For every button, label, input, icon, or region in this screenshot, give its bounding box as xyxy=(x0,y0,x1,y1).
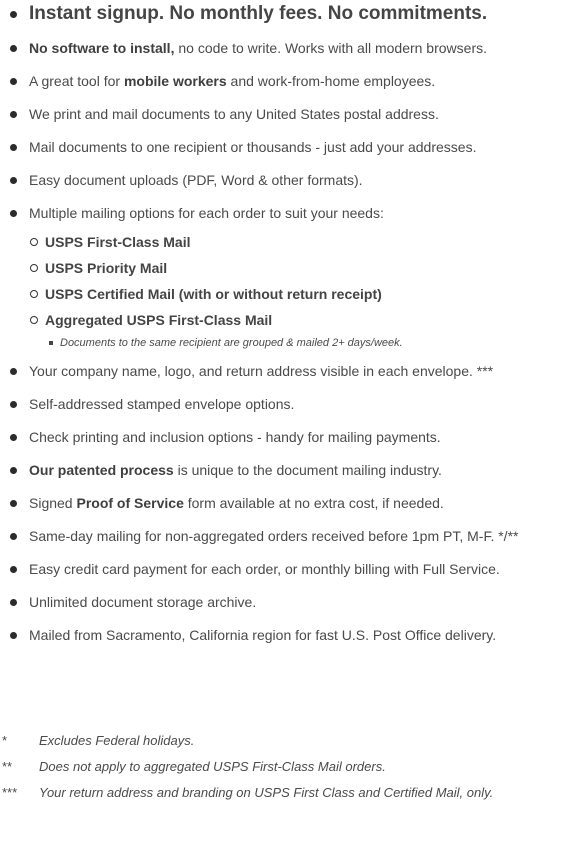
footnote-federal-holidays xyxy=(0,731,573,751)
feature-item-branding xyxy=(0,359,573,383)
feature-item-sacramento xyxy=(0,623,573,647)
feature-text: Your company name, logo, and return address visible in each envelope. *** xyxy=(29,363,494,379)
bullet-icon xyxy=(10,368,17,375)
bullet-icon xyxy=(10,111,17,118)
feature-text: Multiple mailing options for each order to suit your needs: xyxy=(29,205,384,221)
feature-text: Mail documents to one recipient or thousands - just add your addresses. xyxy=(29,139,477,155)
feature-item-check-printing xyxy=(0,425,573,449)
bullet-icon xyxy=(10,210,17,217)
feature-item-recipients xyxy=(0,135,573,159)
bullet-icon xyxy=(10,78,17,85)
feature-text: Mailed from Sacramento, California region for fast U.S. Post Office delivery. xyxy=(29,627,497,643)
mailing-option-label: Aggregated USPS First-Class Mail xyxy=(45,312,273,328)
mailing-option-label: USPS Certified Mail (with or without return receipt) xyxy=(45,286,382,302)
feature-bold-text: Proof of Service xyxy=(76,495,184,511)
feature-item-sase xyxy=(0,392,573,416)
bullet-icon xyxy=(10,500,17,507)
footnote-text: Excludes Federal holidays. xyxy=(39,733,195,748)
mailing-option-certified xyxy=(0,283,573,305)
feature-item-mobile-workers xyxy=(0,69,573,93)
mailing-option-priority xyxy=(0,257,573,279)
feature-item-same-day-mailing xyxy=(0,524,573,548)
feature-item-no-software xyxy=(0,36,573,60)
footnote-text: Your return address and branding on USPS First Class and Certified Mail, only. xyxy=(39,785,494,800)
footnote-text: Does not apply to aggregated USPS First-Class Mail orders. xyxy=(39,759,386,774)
feature-item-mailing-options xyxy=(0,201,573,225)
bullet-icon xyxy=(10,632,17,639)
aggregated-note-text: Documents to the same recipient are grouped & mailed 2+ days/week. xyxy=(60,337,403,349)
footnote-marker: *** xyxy=(2,785,18,800)
headline-text: Instant signup. No monthly fees. No commitments. xyxy=(29,3,488,24)
feature-text: Easy document uploads (PDF, Word & other formats). xyxy=(29,172,363,188)
mailing-option-aggregated xyxy=(0,309,573,331)
feature-headline xyxy=(0,0,573,28)
feature-item-patented-process xyxy=(0,458,573,482)
footnote-marker: * xyxy=(2,733,8,748)
square-bullet-icon xyxy=(49,341,53,345)
feature-after-text: form available at no extra cost, if needed. xyxy=(183,495,444,511)
feature-text: Easy credit card payment for each order, or monthly billing with Full Service. xyxy=(29,561,500,577)
footnote-marker: ** xyxy=(2,759,13,774)
feature-rest-text: is unique to the document mailing industry. xyxy=(173,462,442,478)
bullet-icon xyxy=(10,11,17,18)
feature-text: Same-day mailing for non-aggregated orders received before 1pm PT, M-F. */** xyxy=(29,528,519,544)
bullet-icon xyxy=(10,144,17,151)
circle-bullet-icon xyxy=(30,264,38,272)
feature-text: Unlimited document storage archive. xyxy=(29,594,257,610)
feature-before-text: Signed xyxy=(29,495,77,511)
feature-bold-text: mobile workers xyxy=(123,73,227,89)
mailing-option-label: USPS Priority Mail xyxy=(45,260,168,276)
feature-after-text: and work-from-home employees. xyxy=(226,73,436,89)
bullet-icon xyxy=(10,45,17,52)
circle-bullet-icon xyxy=(30,316,38,324)
feature-text xyxy=(29,69,435,93)
circle-bullet-icon xyxy=(30,238,38,246)
mailing-option-label: USPS First-Class Mail xyxy=(45,234,191,250)
aggregated-note xyxy=(0,334,573,352)
feature-text: Check printing and inclusion options - handy for mailing payments. xyxy=(29,429,441,445)
feature-text xyxy=(29,36,487,60)
feature-text xyxy=(29,491,444,515)
feature-bold-text: Our patented process xyxy=(29,462,174,478)
bullet-icon xyxy=(10,467,17,474)
feature-rest-text: no code to write. Works with all modern browsers. xyxy=(174,40,487,56)
feature-item-print-and-mail xyxy=(0,102,573,126)
feature-bold-text: No software to install, xyxy=(29,40,175,56)
bullet-icon xyxy=(10,566,17,573)
bullet-icon xyxy=(10,599,17,606)
footnote-aggregated xyxy=(0,757,573,777)
feature-before-text: A great tool for xyxy=(29,73,124,89)
bullet-icon xyxy=(10,434,17,441)
bullet-icon xyxy=(10,177,17,184)
bullet-icon xyxy=(10,533,17,540)
circle-bullet-icon xyxy=(30,290,38,298)
feature-text: We print and mail documents to any United States postal address. xyxy=(29,106,439,122)
feature-item-storage xyxy=(0,590,573,614)
footnote-return-address xyxy=(0,783,573,803)
feature-item-payment xyxy=(0,557,573,581)
mailing-option-first-class xyxy=(0,231,573,253)
feature-text: Self-addressed stamped envelope options. xyxy=(29,396,295,412)
feature-item-uploads xyxy=(0,168,573,192)
bullet-icon xyxy=(10,401,17,408)
feature-text xyxy=(29,458,442,482)
feature-item-proof-of-service xyxy=(0,491,573,515)
